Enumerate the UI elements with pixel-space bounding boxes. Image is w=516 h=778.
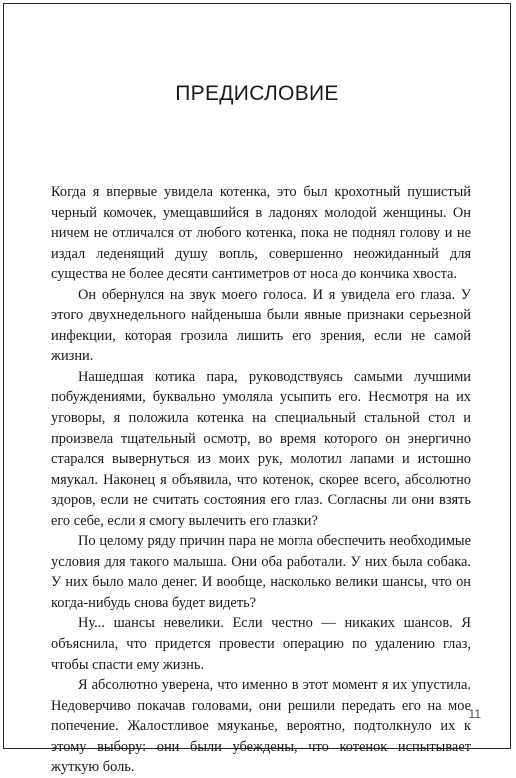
paragraph-1: Когда я впервые увидела котенка, это был крохотный пушистый черный комочек, умещавшийся в ладонях молодой женщины. Он ничем не отличался от любого котенка, пока не поднял голову и не издал леденящий душу вопль, совершенно неожиданный для существа не более десяти сантиметров от носа до кончика хвоста. [51,184,471,283]
page-number: 11 [468,707,481,721]
body-text [51,182,471,778]
book-page [3,3,511,776]
paragraph-4: По целому ряду причин пара не могла обеспечить необходимые условия для такого малыша. Они оба работали. У них была собака. У них было мало денег. И вообще, насколько велики шансы, что он когда-нибудь снова будет видеть? [51,533,471,611]
paragraph-6: Я абсолютно уверена, что именно в этот момент я их упустила. Недоверчиво покачав головами, они решили передать его на мое попечение. Жалостливое мяуканье, вероятно, подтолкнуло их к этому выбору: они были убеждены, что котенок испытывает жуткую боль. [51,677,471,776]
chapter-heading: ПРЕДИСЛОВИЕ [175,82,339,105]
paragraph-3: Нашедшая котика пара, руководствуясь самыми лучшими побуждениями, буквально умоляла усыпить его. Несмотря на их уговоры, я положила котенка на специальный стальной стол и произвела тщательный осмотр, во время которого он энергично старался вывернуться из моих рук, молотил лапами и истошно мяукал. Наконец я объявила, что котенок, скорее всего, абсолютно здоров, если не считать состояния его глаз. Согласны ли они взять его себе, если я смогу вылечить его глазки? [51,368,471,529]
paragraph-2: Он обернулся на звук моего голоса. И я увидела его глаза. У этого двухнедельного найденыша были явные признаки серьезной инфекции, которая грозила лишить его зрения, если не самой жизни. [51,286,471,365]
paragraph-5: Ну... шансы невелики. Если честно — никаких шансов. Я объяснила, что придется провести операцию по удалению глаз, чтобы спасти ему жизнь. [51,615,471,673]
